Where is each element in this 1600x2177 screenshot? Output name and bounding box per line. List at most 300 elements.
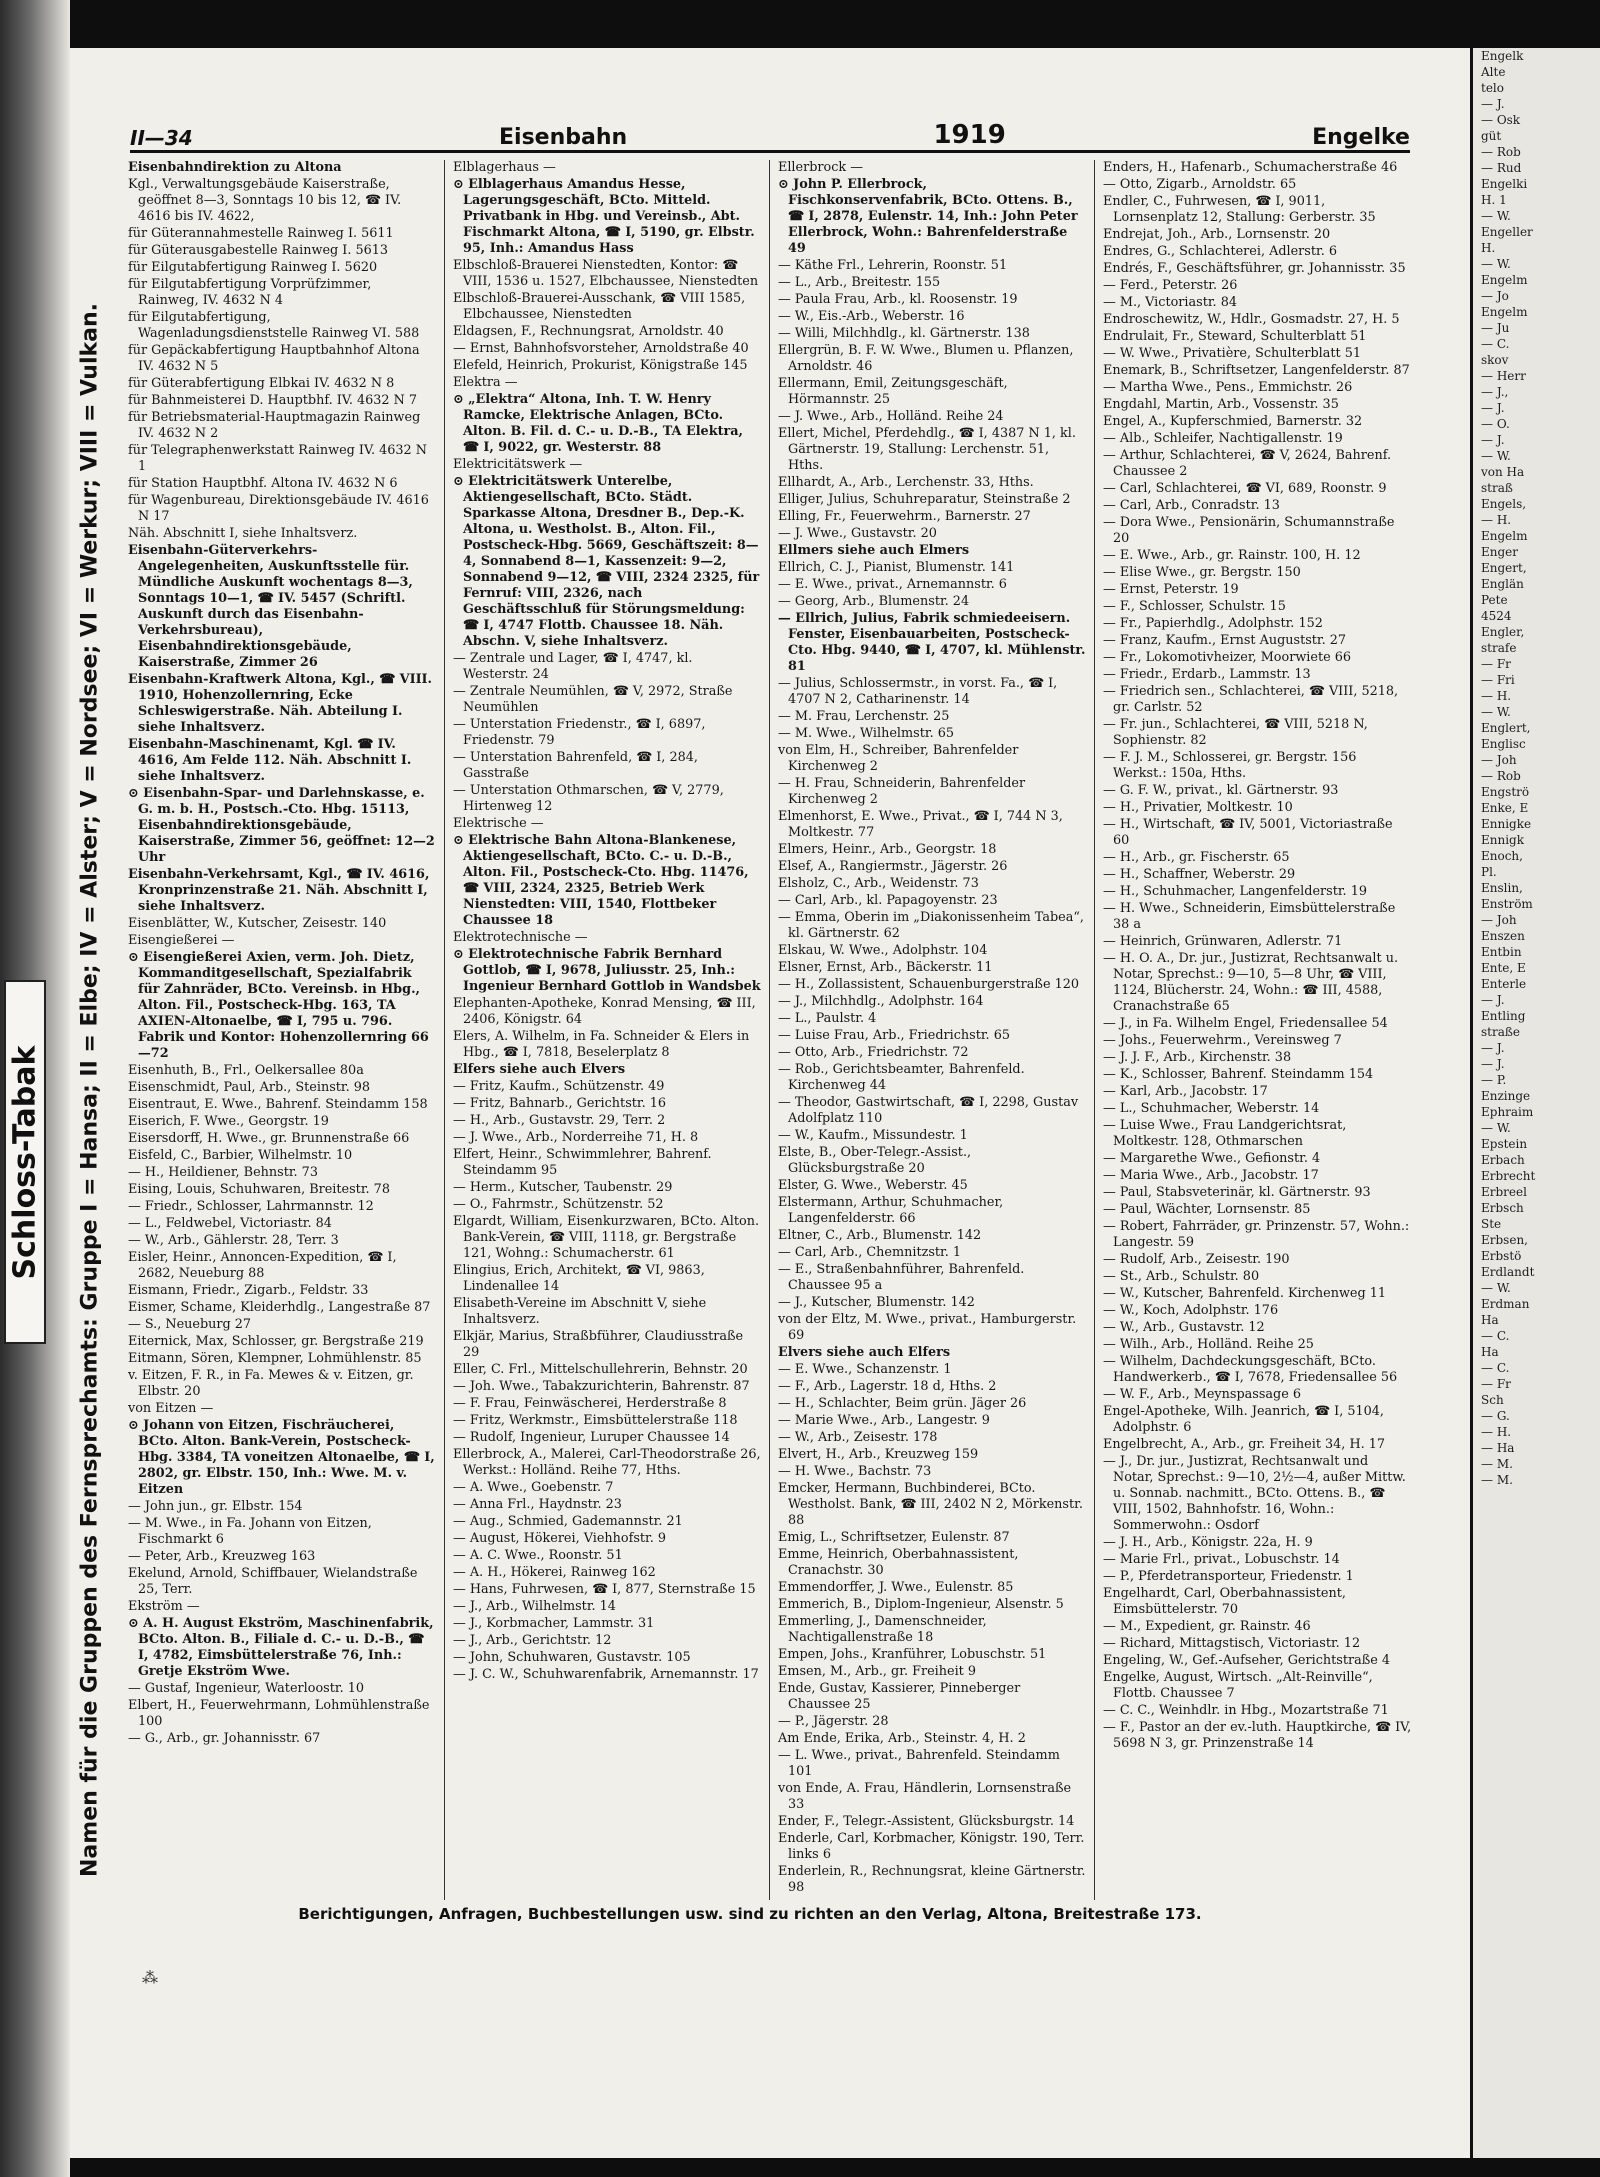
directory-entry: — E. Wwe., Schanzenstr. 1 xyxy=(778,1362,952,1377)
directory-entry: — J. H., Arb., Königstr. 22a, H. 9 xyxy=(1103,1535,1313,1550)
directory-entry: Elliger, Julius, Schuhreparatur, Steinstraße 2 xyxy=(778,492,1071,507)
directory-entry: Eisenbahndirektion zu Altona xyxy=(128,160,342,175)
directory-entry: Enderle, Carl, Korbmacher, Königstr. 190, Terr. links 6 xyxy=(778,1831,1085,1862)
directory-entry: von Elm, H., Schreiber, Bahrenfelder Kirchenweg 2 xyxy=(778,743,1019,774)
directory-entry: Eisler, Heinr., Annoncen-Expedition, ☎ I, 2682, Neueburg 88 xyxy=(128,1250,397,1281)
directory-entry: — H., Heildiener, Behnstr. 73 xyxy=(128,1165,318,1180)
directory-entry: — Theodor, Gastwirtschaft, ☎ I, 2298, Gustav Adolfplatz 110 xyxy=(778,1095,1079,1126)
directory-entry: Elisabeth-Vereine im Abschnitt V, siehe Inhaltsverz. xyxy=(453,1296,707,1327)
directory-entry: Ekelund, Arnold, Schiffbauer, Wielandstraße 25, Terr. xyxy=(128,1566,418,1597)
facing-page-line: Engströ xyxy=(1481,785,1530,799)
facing-page-line: — Rob xyxy=(1481,769,1521,783)
directory-entry: — Emma, Oberin im „Diakonissenheim Tabea“, kl. Gärtnerstr. 62 xyxy=(778,910,1084,941)
facing-page-fragment xyxy=(1470,48,1600,2158)
directory-column-2 xyxy=(445,160,770,1900)
directory-entry: — Otto, Zigarb., Arnoldstr. 65 xyxy=(1103,177,1297,192)
directory-entry: Eisersdorff, H. Wwe., gr. Brunnenstraße 66 xyxy=(128,1131,410,1146)
facing-page-line: Engelk xyxy=(1481,49,1524,63)
facing-page-line: — M. xyxy=(1481,1457,1513,1471)
directory-entry: Elsholz, C., Arb., Weidenstr. 73 xyxy=(778,876,979,891)
directory-entry: ⊙ Elektrotechnische Fabrik Bernhard Gottlob, ☎ I, 9678, Juliusstr. 25, Inh.: Ingenieur Bernhard Gottlob in Wandsbek xyxy=(453,947,761,994)
directory-entry: Empen, Johs., Kranführer, Lobuschstr. 51 xyxy=(778,1647,1047,1662)
directory-entry: Näh. Abschnitt I, siehe Inhaltsverz. xyxy=(128,526,358,541)
directory-entry: für Eilgutabfertigung, Wagenladungsdienststelle Rainweg VI. 588 xyxy=(128,310,420,341)
directory-entry: — L., Schuhmacher, Weberstr. 14 xyxy=(1103,1101,1320,1116)
directory-entry: — Ernst, Peterstr. 19 xyxy=(1103,582,1239,597)
facing-page-line: Engelki xyxy=(1481,177,1528,191)
directory-entry: — Fritz, Kaufm., Schützenstr. 49 xyxy=(453,1079,665,1094)
facing-page-line: — C. xyxy=(1481,1329,1510,1343)
directory-entry: Am Ende, Erika, Arb., Steinstr. 4, H. 2 xyxy=(778,1731,1026,1746)
directory-entry: Endrulait, Fr., Steward, Schulterblatt 51 xyxy=(1103,329,1367,344)
directory-entry: Eisfeld, C., Barbier, Wilhelmstr. 10 xyxy=(128,1148,353,1163)
facing-page-line: — W. xyxy=(1481,449,1511,463)
directory-entry: — Rudolf, Ingenieur, Luruper Chaussee 14 xyxy=(453,1430,730,1445)
facing-page-line: Alte xyxy=(1481,65,1506,79)
facing-page-line: Englert, xyxy=(1481,721,1531,735)
directory-entry: — H. O. A., Dr. jur., Justizrat, Rechtsanwalt u. Notar, Sprechst.: 9—10, 5—8 Uhr, ☎ VIII, 1124, Blücherstr. 24, Wohn.: ☎ III, 4588, Cranachstraße 65 xyxy=(1103,951,1399,1014)
directory-entry: ⊙ Elblagerhaus Amandus Hesse, Lagerungsgeschäft, BCto. Mitteld. Privatbank in Hbg. und Vereinsb., Abt. Fischmarkt Altona, ☎ I, 5190, gr. Elbstr. 95, Inh.: Amandus Hass xyxy=(453,177,755,256)
directory-entry: v. Eitzen, F. R., in Fa. Mewes & v. Eitzen, gr. Elbstr. 20 xyxy=(128,1368,414,1399)
directory-entry: Eltner, C., Arb., Blumenstr. 142 xyxy=(778,1228,982,1243)
directory-entry: — M. Frau, Lerchenstr. 25 xyxy=(778,709,950,724)
directory-entry: für Eilgutabfertigung Vorprüfzimmer, Rainweg, IV. 4632 N 4 xyxy=(128,277,372,308)
directory-entry: Eller, C. Frl., Mittelschullehrerin, Behnstr. 20 xyxy=(453,1362,748,1377)
directory-entry: — Rudolf, Arb., Zeisestr. 190 xyxy=(1103,1252,1290,1267)
directory-entry: von Eitzen — xyxy=(128,1401,214,1416)
directory-entry: Eisenblätter, W., Kutscher, Zeisestr. 140 xyxy=(128,916,387,931)
directory-entry: — F., Arb., Lagerstr. 18 d, Hths. 2 xyxy=(778,1379,997,1394)
directory-entry: Elsef, A., Rangiermstr., Jägerstr. 26 xyxy=(778,859,1008,874)
directory-entry: — W., Koch, Adolphstr. 176 xyxy=(1103,1303,1279,1318)
directory-entry: Eldagsen, F., Rechnungsrat, Arnoldstr. 40 xyxy=(453,324,724,339)
directory-entry: Elvert, H., Arb., Kreuzweg 159 xyxy=(778,1447,979,1462)
facing-page-line: — C. xyxy=(1481,337,1510,351)
directory-entry: Elfert, Heinr., Schwimmlehrer, Bahrenf. Steindamm 95 xyxy=(453,1147,712,1178)
facing-page-line: — Herr xyxy=(1481,369,1526,383)
directory-entry: — Heinrich, Grünwaren, Adlerstr. 71 xyxy=(1103,934,1343,949)
directory-entry: — Paula Frau, Arb., kl. Roosenstr. 19 xyxy=(778,292,1018,307)
directory-column-4 xyxy=(1095,160,1420,1900)
directory-entry: für Wagenbureau, Direktionsgebäude IV. 4616 N 17 xyxy=(128,493,429,524)
facing-page-line: Erbsch xyxy=(1481,1201,1524,1215)
directory-entry: Elgardt, William, Eisenkurzwaren, BCto. Alton. Bank-Verein, ☎ VIII, 1118, gr. Bergstraße 121, Wohng.: Schumacherstr. 61 xyxy=(453,1214,760,1261)
directory-entry: Emcker, Hermann, Buchbinderei, BCto. Westholst. Bank, ☎ III, 2402 N 2, Mörkenstr. 88 xyxy=(778,1481,1083,1528)
facing-page-line: güt xyxy=(1481,129,1502,143)
facing-page-line: Enoch, xyxy=(1481,849,1523,863)
directory-entry: Elingius, Erich, Architekt, ☎ VI, 9863, Lindenallee 14 xyxy=(453,1263,705,1294)
facing-page-line: Englän xyxy=(1481,577,1524,591)
directory-entry: — Unterstation Bahrenfeld, ☎ I, 284, Gasstraße xyxy=(453,750,698,781)
directory-entry: Eisengießerei — xyxy=(128,933,235,948)
directory-entry: Engelhardt, Carl, Oberbahnassistent, Eimsbüttelerstr. 70 xyxy=(1103,1586,1346,1617)
facing-page-line: — J., xyxy=(1481,385,1509,399)
directory-entry: ⊙ Eisenbahn-Spar- und Darlehnskasse, e. G. m. b. H., Postsch.-Cto. Hbg. 15113, Eisenbahndirektionsgebäude, Kaiserstraße, Zimmer 56, geöffnet: 12—2 Uhr xyxy=(128,786,435,865)
directory-entry: Kgl., Verwaltungsgebäude Kaiserstraße, geöffnet 8—3, Sonntags 10 bis 12, ☎ IV. 4616 bis IV. 4622, xyxy=(128,177,402,224)
directory-entry: Eisenbahn-Maschinenamt, Kgl. ☎ IV. 4616, Am Felde 112. Näh. Abschnitt I. siehe Inhaltsverz. xyxy=(128,737,412,784)
directory-entry: Elephanten-Apotheke, Konrad Mensing, ☎ III, 2406, Königstr. 64 xyxy=(453,996,756,1027)
facing-page-line: — Ha xyxy=(1481,1441,1515,1455)
directory-entry: Endrejat, Joh., Arb., Lornsenstr. 20 xyxy=(1103,227,1331,242)
directory-entry: für Güterausgabestelle Rainweg I. 5613 xyxy=(128,243,389,258)
directory-entry: Elste, B., Ober-Telegr.-Assist., Glücksburgstraße 20 xyxy=(778,1145,972,1176)
header-year: 1919 xyxy=(933,120,1006,150)
directory-entry: — Karl, Arb., Jacobstr. 17 xyxy=(1103,1084,1268,1099)
facing-page-line: Engelm xyxy=(1481,529,1528,543)
directory-entry: — Martha Wwe., Pens., Emmichstr. 26 xyxy=(1103,380,1353,395)
print-mark: ⁂ xyxy=(142,1968,158,1987)
facing-page-line: — J. xyxy=(1481,1041,1505,1055)
directory-entry: Elektrotechnische — xyxy=(453,930,588,945)
directory-entry: — Unterstation Othmarschen, ☎ V, 2779, Hirtenweg 12 xyxy=(453,783,724,814)
directory-entry: — Käthe Frl., Lehrerin, Roonstr. 51 xyxy=(778,258,1008,273)
directory-entry: — Arthur, Schlachterei, ☎ V, 2624, Bahrenf. Chaussee 2 xyxy=(1103,448,1392,479)
directory-entry: — E. Wwe., privat., Arnemannstr. 6 xyxy=(778,577,1007,592)
directory-entry: Eiserich, F. Wwe., Georgstr. 19 xyxy=(128,1114,329,1129)
directory-entry: für Güterabfertigung Elbkai IV. 4632 N 8 xyxy=(128,376,395,391)
facing-page-line: — Joh xyxy=(1481,913,1517,927)
directory-entry: ⊙ Elektrische Bahn Altona-Blankenese, Aktiengesellschaft, BCto. C.- u. D.-B., Alton. Fil., Postscheck-Cto. Hbg. 11476, ☎ VIII, 2324, 2325, Betrieb Werk Nienstedten: VIII, 1540, Flottbeker Chaussee 18 xyxy=(453,833,749,928)
directory-entry: — St., Arb., Schulstr. 80 xyxy=(1103,1269,1260,1284)
facing-page-line: — Rud xyxy=(1481,161,1522,175)
facing-page-line: Ephraim xyxy=(1481,1105,1534,1119)
facing-page-line: Entbin xyxy=(1481,945,1522,959)
directory-entry: — Aug., Schmied, Gademannstr. 21 xyxy=(453,1514,683,1529)
directory-entry: — E. Wwe., Arb., gr. Rainstr. 100, H. 12 xyxy=(1103,548,1361,563)
facing-page-line: Engert, xyxy=(1481,561,1527,575)
directory-entry: — W., Eis.-Arb., Weberstr. 16 xyxy=(778,309,965,324)
directory-entry: — M. Wwe., in Fa. Johann von Eitzen, Fischmarkt 6 xyxy=(128,1516,372,1547)
directory-entry: — Fr. jun., Schlachterei, ☎ VIII, 5218 N, Sophienstr. 82 xyxy=(1103,717,1368,748)
directory-entry: ⊙ Johann von Eitzen, Fischräucherei, BCto. Alton. Bank-Verein, Postscheck-Hbg. 3384, TA voneitzen Altonaelbe, ☎ I, 2802, gr. Elbstr. 150, Inh.: Wwe. M. v. Eitzen xyxy=(128,1418,435,1497)
directory-entry: — Elise Wwe., gr. Bergstr. 150 xyxy=(1103,565,1301,580)
directory-entry: — H., Schlachter, Beim grün. Jäger 26 xyxy=(778,1396,1027,1411)
directory-entry: Engelbrecht, A., Arb., gr. Freiheit 34, H. 17 xyxy=(1103,1437,1386,1452)
directory-entry: Elvers siehe auch Elfers xyxy=(778,1345,951,1360)
facing-page-line: — W. xyxy=(1481,1281,1511,1295)
facing-page-line: — W. xyxy=(1481,705,1511,719)
directory-entry: — John jun., gr. Elbstr. 154 xyxy=(128,1499,303,1514)
directory-entry: — Zentrale Neumühlen, ☎ V, 2972, Straße Neumühlen xyxy=(453,684,733,715)
directory-entry: Elmers, Heinr., Arb., Georgstr. 18 xyxy=(778,842,997,857)
directory-entry: Elers, A. Wilhelm, in Fa. Schneider & Elers in Hbg., ☎ I, 7818, Beselerplatz 8 xyxy=(453,1029,750,1060)
directory-entry: — M., Victoriastr. 84 xyxy=(1103,295,1237,310)
facing-page-line: Entling xyxy=(1481,1009,1526,1023)
facing-page-line: Pete xyxy=(1481,593,1508,607)
directory-entry: — F., Pastor an der ev.-luth. Hauptkirche, ☎ IV, 5698 N 3, gr. Prinzenstraße 14 xyxy=(1103,1720,1412,1751)
directory-entry: Elling, Fr., Feuerwehrm., Barnerstr. 27 xyxy=(778,509,1031,524)
directory-entry: Ekström — xyxy=(128,1599,200,1614)
directory-entry: — August, Hökerei, Viehhofstr. 9 xyxy=(453,1531,667,1546)
directory-entry: — Dora Wwe., Pensionärin, Schumannstraße 20 xyxy=(1103,515,1395,546)
facing-page-line: skov xyxy=(1481,353,1509,367)
directory-entry: Endrés, F., Geschäftsführer, gr. Johannisstr. 35 xyxy=(1103,261,1406,276)
directory-entry: — H. Wwe., Schneiderin, Eimsbüttelerstraße 38 a xyxy=(1103,901,1396,932)
directory-entry: Eisenbahn-Güterverkehrs-Angelegenheiten, Auskunftsstelle für. Mündliche Auskunft wochentags 8—3, Sonntags 10—1, ☎ IV. 5457 (Schriftl. Auskunft durch das Eisenbahn-Verkehrsbureau), Eisenbahndirektionsgebäude, Kaiserstraße, Zimmer 26 xyxy=(128,543,413,670)
facing-page-line: Engels, xyxy=(1481,497,1527,511)
facing-page-line: Ha xyxy=(1481,1345,1499,1359)
directory-entry: für Gepäckabfertigung Hauptbahnhof Altona IV. 4632 N 5 xyxy=(128,343,420,374)
directory-entry: — W. F., Arb., Meynspassage 6 xyxy=(1103,1387,1302,1402)
facing-page-line: Erdlandt xyxy=(1481,1265,1535,1279)
facing-page-line: Enzinge xyxy=(1481,1089,1531,1103)
directory-entry: von der Eltz, M. Wwe., privat., Hamburgerstr. 69 xyxy=(778,1312,1077,1343)
facing-page-line: Ha xyxy=(1481,1313,1499,1327)
directory-entry: Endres, G., Schlachterei, Adlerstr. 6 xyxy=(1103,244,1337,259)
facing-page-line: Ennigke xyxy=(1481,817,1532,831)
facing-page-line: Ente, E xyxy=(1481,961,1526,975)
directory-entry: Eisenbahn-Verkehrsamt, Kgl., ☎ IV. 4616, Kronprinzenstraße 21. Näh. Abschnitt I, siehe Inhaltsverz. xyxy=(128,867,430,914)
directory-entry: — F. Frau, Feinwäscherei, Herderstraße 8 xyxy=(453,1396,727,1411)
directory-column-3 xyxy=(770,160,1095,1900)
facing-page-line: — C. xyxy=(1481,1361,1510,1375)
directory-entry: — Paul, Stabsveterinär, kl. Gärtnerstr. 93 xyxy=(1103,1185,1371,1200)
directory-entry: Ellergrün, B. F. W. Wwe., Blumen u. Pflanzen, Arnoldstr. 46 xyxy=(778,343,1074,374)
facing-page-line: — H. xyxy=(1481,513,1512,527)
directory-entry: Elstermann, Arthur, Schuhmacher, Langenfelderstr. 66 xyxy=(778,1195,1004,1226)
directory-entry: Engeling, W., Gef.-Aufseher, Gerichtstraße 4 xyxy=(1103,1653,1391,1668)
facing-page-line: — G. xyxy=(1481,1409,1510,1423)
directory-entry: — G., Arb., gr. Johannisstr. 67 xyxy=(128,1731,321,1746)
directory-entry: — J. Wwe., Gustavstr. 20 xyxy=(778,526,937,541)
directory-entry: — O., Fahrmstr., Schützenstr. 52 xyxy=(453,1197,664,1212)
directory-entry: Elektricitätswerk — xyxy=(453,457,583,472)
facing-page-line: Erdman xyxy=(1481,1297,1530,1311)
facing-page-line: Enszen xyxy=(1481,929,1525,943)
directory-entry: — Alb., Schleifer, Nachtigallenstr. 19 xyxy=(1103,431,1343,446)
directory-entry: — J., Dr. jur., Justizrat, Rechtsanwalt und Notar, Sprechst.: 9—10, 2½—4, außer Mittw. u. Sonnab. nachmitt., BCto. Ottens. B., ☎ VIII, 1502, Bahnhofstr. 16, Wohn.: Sommerwohn.: Osdorf xyxy=(1103,1454,1406,1533)
facing-page-line: Enström xyxy=(1481,897,1533,911)
directory-entry: Ellmers siehe auch Elmers xyxy=(778,543,970,558)
directory-entry: ⊙ A. H. August Ekström, Maschinenfabrik, BCto. Alton. B., Filiale d. C.- u. D.-B., ☎ I, 4782, Eimsbüttelerstraße 76, Inh.: Gretje Ekström Wwe. xyxy=(128,1616,434,1679)
facing-page-line: — Jo xyxy=(1481,289,1509,303)
directory-entry: Ellhardt, A., Arb., Lerchenstr. 33, Hths. xyxy=(778,475,1034,490)
directory-entry: Emmendorffer, J. Wwe., Eulenstr. 85 xyxy=(778,1580,1014,1595)
facing-page-line: — H. xyxy=(1481,1425,1512,1439)
directory-entry: — Anna Frl., Haydnstr. 23 xyxy=(453,1497,622,1512)
facing-page-line: straße xyxy=(1481,1025,1520,1039)
facing-page-line: Sch xyxy=(1481,1393,1504,1407)
directory-entry: — J. Wwe., Arb., Holländ. Reihe 24 xyxy=(778,409,1004,424)
facing-page-line: — H. xyxy=(1481,689,1512,703)
directory-entry: — W., Kaufm., Missundestr. 1 xyxy=(778,1128,968,1143)
facing-page-line: Engelm xyxy=(1481,273,1528,287)
directory-entry: ⊙ Eisengießerei Axien, verm. Joh. Dietz, Kommanditgesellschaft, Spezialfabrik für Zahnräder, BCto. Vereinsb. in Hbg., Alton. Fil., Postscheck-Hbg. 163, TA AXIEN-Altonaelbe, ☎ I, 795 u. 796. Fabrik und Kontor: Hohenzollernring 66—72 xyxy=(128,950,429,1061)
directory-entry: — Fritz, Werkmstr., Eimsbüttelerstraße 118 xyxy=(453,1413,738,1428)
directory-entry: Eisenbahn-Kraftwerk Altona, Kgl., ☎ VIII. 1910, Hohenzollernring, Ecke Schleswigerstraße. Näh. Abteilung I. siehe Inhaltsverz. xyxy=(128,672,432,735)
page-header xyxy=(130,110,1410,153)
facing-page-line: — J. xyxy=(1481,401,1505,415)
directory-entry: Eisentraut, E. Wwe., Bahrenf. Steindamm 158 xyxy=(128,1097,428,1112)
facing-page-line: Erbach xyxy=(1481,1153,1525,1167)
directory-entry: für Eilgutabfertigung Rainweg I. 5620 xyxy=(128,260,378,275)
facing-page-line: — W. xyxy=(1481,1121,1511,1135)
facing-page-line: H. 1 xyxy=(1481,193,1507,207)
directory-entry: — S., Neueburg 27 xyxy=(128,1317,252,1332)
directory-entry: — F., Schlosser, Schulstr. 15 xyxy=(1103,599,1286,614)
directory-entry: für Telegraphenwerkstatt Rainweg IV. 4632 N 1 xyxy=(128,443,427,474)
directory-entry: — P., Pferdetransporteur, Friedenstr. 1 xyxy=(1103,1569,1354,1584)
facing-page-line: Engler, xyxy=(1481,625,1525,639)
header-last-word: Engelke xyxy=(1312,125,1410,150)
directory-entry: Eisenhuth, B., Frl., Oelkersallee 80a xyxy=(128,1063,364,1078)
directory-entry: — Friedr., Erdarb., Lammstr. 13 xyxy=(1103,667,1311,682)
directory-entry: — W., Arb., Zeisestr. 178 xyxy=(778,1430,938,1445)
facing-page-line: — J. xyxy=(1481,1057,1505,1071)
directory-entry: Engelke, August, Wirtsch. „Alt-Reinville“, Flottb. Chaussee 7 xyxy=(1103,1670,1373,1701)
directory-entry: Endler, C., Fuhrwesen, ☎ I, 9011, Lornsenplatz 12, Stallung: Gerberstr. 35 xyxy=(1103,194,1376,225)
directory-entry: Ellerbrock, A., Malerei, Carl-Theodorstraße 26, Werkst.: Holländ. Reihe 77, Hths. xyxy=(453,1447,761,1478)
facing-page-line: Enterle xyxy=(1481,977,1527,991)
facing-page-line: Erbrecht xyxy=(1481,1169,1536,1183)
directory-entry: — L., Feldwebel, Victoriastr. 84 xyxy=(128,1216,332,1231)
directory-entry: Engdahl, Martin, Arb., Vossenstr. 35 xyxy=(1103,397,1339,412)
facing-page-line: Erbreel xyxy=(1481,1185,1527,1199)
directory-entry: — Luise Frau, Arb., Friedrichstr. 65 xyxy=(778,1028,1010,1043)
directory-entry: — Fr., Lokomotivheizer, Moorwiete 66 xyxy=(1103,650,1352,665)
facing-page-line: H. xyxy=(1481,241,1496,255)
directory-entry: — L., Paulstr. 4 xyxy=(778,1011,877,1026)
facing-page-line: — Ju xyxy=(1481,321,1510,335)
directory-entry: — L., Arb., Breitestr. 155 xyxy=(778,275,941,290)
exchange-groups-note: Namen für die Gruppen des Fernsprechamts: Gruppe I = Hansa; II = Elbe; IV = Alster; V = Nordsee; VI = Werkur; VIII = Vulkan. xyxy=(77,303,103,1877)
facing-page-line: — M. xyxy=(1481,1473,1513,1487)
directory-entry: — W., Arb., Gählerstr. 28, Terr. 3 xyxy=(128,1233,339,1248)
facing-page-line: Englisc xyxy=(1481,737,1526,751)
directory-entry: — W., Kutscher, Bahrenfeld. Kirchenweg 11 xyxy=(1103,1286,1387,1301)
directory-entry: — F. J. M., Schlosserei, gr. Bergstr. 156 Werkst.: 150a, Hths. xyxy=(1103,750,1357,781)
directory-entry: — Margarethe Wwe., Gefionstr. 4 xyxy=(1103,1151,1321,1166)
directory-entry: Elbert, H., Feuerwehrmann, Lohmühlenstraße 100 xyxy=(128,1698,430,1729)
directory-entry: — Ferd., Peterstr. 26 xyxy=(1103,278,1238,293)
directory-entry: — W. Wwe., Privatière, Schulterblatt 51 xyxy=(1103,346,1362,361)
facing-page-line: — Joh xyxy=(1481,753,1517,767)
header-first-word: Eisenbahn xyxy=(499,125,628,150)
facing-page-line: — Rob xyxy=(1481,145,1521,159)
directory-entry: Eismer, Schame, Kleiderhdlg., Langestraße 87 xyxy=(128,1300,431,1315)
directory-column-1 xyxy=(120,160,445,1900)
directory-entry: — L. Wwe., privat., Bahrenfeld. Steindamm 101 xyxy=(778,1748,1060,1779)
directory-columns xyxy=(120,160,1420,1900)
directory-entry: — H. Wwe., Bachstr. 73 xyxy=(778,1464,932,1479)
directory-entry: — Fr., Papierhdlg., Adolphstr. 152 xyxy=(1103,616,1323,631)
directory-entry: — G. F. W., privat., kl. Gärtnerstr. 93 xyxy=(1103,783,1339,798)
directory-entry: Elsner, Ernst, Arb., Bäckerstr. 11 xyxy=(778,960,993,975)
directory-entry: — Fritz, Bahnarb., Gerichtstr. 16 xyxy=(453,1096,667,1111)
facing-page-line: — Osk xyxy=(1481,113,1521,127)
page-number: II—34 xyxy=(130,126,193,150)
directory-entry: — C. C., Weinhdlr. in Hbg., Mozartstraße 71 xyxy=(1103,1703,1389,1718)
directory-entry: Elektra — xyxy=(453,375,518,390)
directory-entry: — J. C. W., Schuhwarenfabrik, Arnemannstr. 17 xyxy=(453,1667,759,1682)
directory-entry: — H., Privatier, Moltkestr. 10 xyxy=(1103,800,1293,815)
directory-entry: — Gustaf, Ingenieur, Waterloostr. 10 xyxy=(128,1681,364,1696)
directory-entry: Ender, F., Telegr.-Assistent, Glücksburgstr. 14 xyxy=(778,1814,1075,1829)
facing-page-line: Ennigk xyxy=(1481,833,1525,847)
directory-entry: — P., Jägerstr. 28 xyxy=(778,1714,889,1729)
facing-page-line: Epstein xyxy=(1481,1137,1528,1151)
directory-entry: — Friedr., Schlosser, Lahrmannstr. 12 xyxy=(128,1199,374,1214)
directory-entry: Engel-Apotheke, Wilh. Jeanrich, ☎ I, 5104, Adolphstr. 6 xyxy=(1103,1404,1384,1435)
directory-entry: — Rob., Gerichtsbeamter, Bahrenfeld. Kirchenweg 44 xyxy=(778,1062,1025,1093)
directory-entry: — J., Milchhdlg., Adolphstr. 164 xyxy=(778,994,984,1009)
directory-entry: für Güterannahmestelle Rainweg I. 5611 xyxy=(128,226,394,241)
directory-entry: — Ellrich, Julius, Fabrik schmiedeeisern. Fenster, Eisenbauarbeiten, Postscheck-Cto. Hbg. 9440, ☎ I, 4707, kl. Mühlenstr. 81 xyxy=(778,611,1086,674)
directory-entry: — W., Arb., Gustavstr. 12 xyxy=(1103,1320,1265,1335)
facing-page-line: — P. xyxy=(1481,1073,1507,1087)
directory-entry: Elmenhorst, E. Wwe., Privat., ☎ I, 744 N 3, Moltkestr. 77 xyxy=(778,809,1063,840)
directory-entry: ⊙ Elektricitätswerk Unterelbe, Aktiengesellschaft, BCto. Städt. Sparkasse Altona, Dresdner B., Dep.-K. Altona, u. Westholst. B., Alton. Fil., Postscheck-Hbg. 5669, Geschäftszeit: 8—4, Sonnabend 8—1, Kassenzeit: 9—2, Sonnabend 9—12, ☎ VIII, 2324 2325, für Fernruf: VIII, 2326, nach Geschäftsschluß für Störungsmeldung: ☎ I, 4747 Flottb. Chaussee 18. Näh. Abschn. V, siehe Inhaltsverz. xyxy=(453,474,760,649)
directory-entry: — Willi, Milchhdlg., kl. Gärtnerstr. 138 xyxy=(778,326,1030,341)
directory-entry: Elkjär, Marius, Straßbführer, Claudiusstraße 29 xyxy=(453,1329,744,1360)
directory-entry: — Julius, Schlossermstr., in vorst. Fa., ☎ I, 4707 N 2, Catharinenstr. 14 xyxy=(778,676,1058,707)
directory-entry: — K., Schlosser, Bahrenf. Steindamm 154 xyxy=(1103,1067,1374,1082)
directory-entry: — Hans, Fuhrwesen, ☎ I, 877, Sternstraße 15 xyxy=(453,1582,756,1597)
directory-entry: — Ernst, Bahnhofsvorsteher, Arnoldstraße 40 xyxy=(453,341,749,356)
directory-entry: — E., Straßenbahnführer, Bahrenfeld. Chaussee 95 a xyxy=(778,1262,1025,1293)
directory-entry: Eitmann, Sören, Klempner, Lohmühlenstr. 85 xyxy=(128,1351,422,1366)
directory-entry: — H., Schuhmacher, Langenfelderstr. 19 xyxy=(1103,884,1367,899)
directory-entry: Elektrische — xyxy=(453,816,544,831)
directory-entry: — J., Kutscher, Blumenstr. 142 xyxy=(778,1295,975,1310)
facing-page-line: — O. xyxy=(1481,417,1510,431)
facing-page-line: — J. xyxy=(1481,433,1505,447)
directory-entry: Engel, A., Kupferschmied, Barnerstr. 32 xyxy=(1103,414,1363,429)
directory-entry: — Paul, Wächter, Lornsenstr. 85 xyxy=(1103,1202,1311,1217)
directory-entry: — H., Zollassistent, Schauenburgerstraße 120 xyxy=(778,977,1080,992)
directory-entry: ⊙ John P. Ellerbrock, Fischkonservenfabrik, BCto. Ottens. B., ☎ I, 2878, Eulenstr. 14, Inh.: John Peter Ellerbrock, Wohn.: Bahrenfelderstraße 49 xyxy=(778,177,1078,256)
directory-entry: Eiternick, Max, Schlosser, gr. Bergstraße 219 xyxy=(128,1334,424,1349)
directory-entry: — Carl, Arb., kl. Papagoyenstr. 23 xyxy=(778,893,998,908)
directory-entry: — M., Expedient, gr. Rainstr. 46 xyxy=(1103,1619,1311,1634)
directory-entry: — Maria Wwe., Arb., Jacobstr. 17 xyxy=(1103,1168,1319,1183)
directory-entry: — H., Arb., Gustavstr. 29, Terr. 2 xyxy=(453,1113,666,1128)
directory-entry: für Station Hauptbhf. Altona IV. 4632 N 6 xyxy=(128,476,398,491)
directory-entry: — Luise Wwe., Frau Landgerichtsrat, Moltkestr. 128, Othmarschen xyxy=(1103,1118,1347,1149)
directory-entry: — Friedrich sen., Schlachterei, ☎ VIII, 5218, gr. Carlstr. 52 xyxy=(1103,684,1399,715)
directory-entry: Ellrich, C. J., Pianist, Blumenstr. 141 xyxy=(778,560,1015,575)
directory-entry: — Richard, Mittagstisch, Victoriastr. 12 xyxy=(1103,1636,1361,1651)
directory-entry: — J. Wwe., Arb., Norderreihe 71, H. 8 xyxy=(453,1130,699,1145)
directory-entry: — A. C. Wwe., Roonstr. 51 xyxy=(453,1548,623,1563)
facing-page-line: — W. xyxy=(1481,257,1511,271)
directory-entry: Emme, Heinrich, Oberbahnassistent, Cranachstr. 30 xyxy=(778,1547,1019,1578)
directory-entry: Eising, Louis, Schuhwaren, Breitestr. 78 xyxy=(128,1182,390,1197)
directory-entry: — H., Schaffner, Weberstr. 29 xyxy=(1103,867,1296,882)
directory-entry: — Carl, Schlachterei, ☎ VI, 689, Roonstr. 9 xyxy=(1103,481,1387,496)
facing-page-line: — W. xyxy=(1481,209,1511,223)
directory-entry: — Carl, Arb., Conradstr. 13 xyxy=(1103,498,1280,513)
directory-entry: — Marie Wwe., Arb., Langestr. 9 xyxy=(778,1413,990,1428)
directory-entry: Enderlein, R., Rechnungsrat, kleine Gärtnerstr. 98 xyxy=(778,1864,1086,1895)
facing-page-line: Ste xyxy=(1481,1217,1502,1231)
directory-entry: — Unterstation Friedenstr., ☎ I, 6897, Friedenstr. 79 xyxy=(453,717,706,748)
directory-entry: Eismann, Friedr., Zigarb., Feldstr. 33 xyxy=(128,1283,369,1298)
facing-page-line: — Fr xyxy=(1481,657,1511,671)
side-margin-text xyxy=(70,180,110,2000)
directory-entry: — Otto, Arb., Friedrichstr. 72 xyxy=(778,1045,969,1060)
directory-entry: — Georg, Arb., Blumenstr. 24 xyxy=(778,594,970,609)
advert-logo-text: Schloss-Tabak xyxy=(7,1045,43,1279)
directory-entry: — H. Frau, Schneiderin, Bahrenfelder Kirchenweg 2 xyxy=(778,776,1026,807)
facing-page-line: Engeller xyxy=(1481,225,1533,239)
facing-page-line: 4524 xyxy=(1481,609,1512,623)
tobacco-advert-tab xyxy=(4,980,46,1344)
directory-entry: — A. H., Hökerei, Rainweg 162 xyxy=(453,1565,656,1580)
directory-entry: — Johs., Feuerwehrm., Vereinsweg 7 xyxy=(1103,1033,1342,1048)
directory-entry: — H., Arb., gr. Fischerstr. 65 xyxy=(1103,850,1290,865)
directory-entry: Elskau, W. Wwe., Adolphstr. 104 xyxy=(778,943,988,958)
